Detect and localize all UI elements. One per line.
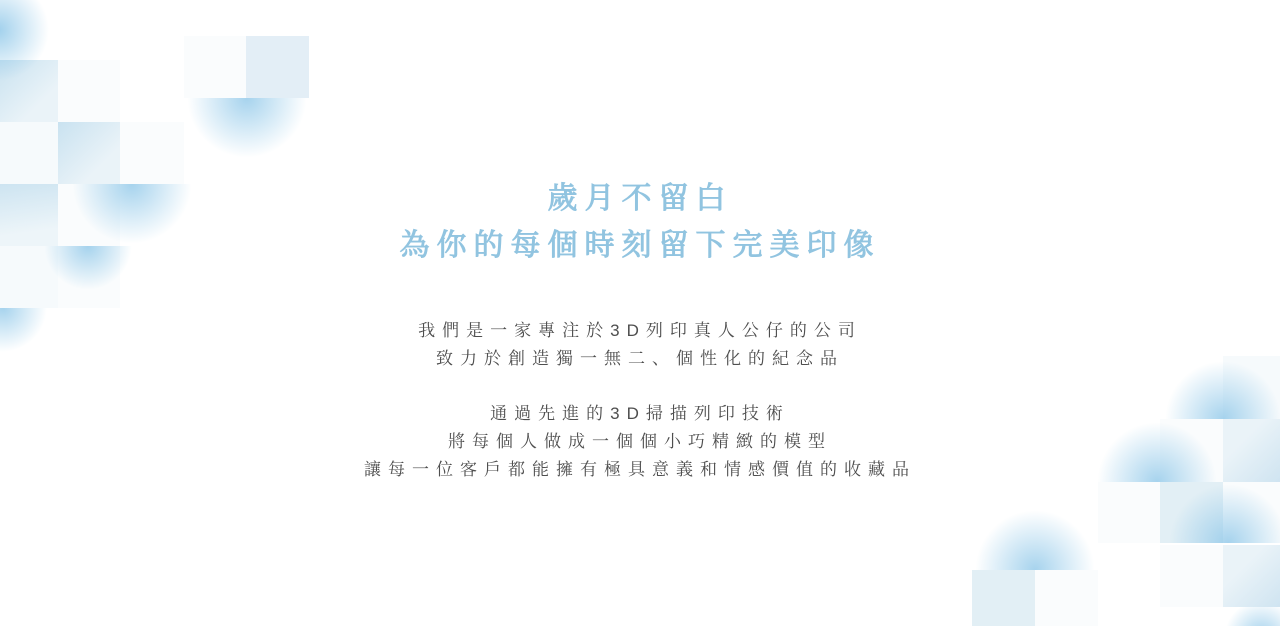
intro-paragraph (0, 317, 1280, 373)
detail-line-3: 讓每一位客戶都能擁有極具意義和情感價值的收藏品 (364, 460, 916, 479)
decor-square (1223, 545, 1280, 607)
decor-square (1098, 482, 1160, 543)
decor-square (1035, 570, 1098, 626)
detail-line-2: 將每個人做成一個個小巧精緻的模型 (448, 432, 832, 451)
decor-glow (1218, 607, 1280, 626)
decor-square (972, 570, 1035, 626)
page-title (0, 175, 1280, 269)
detail-paragraph (0, 400, 1280, 484)
detail-line-1: 通過先進的3D掃描列印技術 (490, 404, 790, 423)
intro-line-2: 致力於創造獨一無二、個性化的紀念品 (436, 349, 844, 368)
decor-square (1160, 545, 1223, 607)
decor-glow (1166, 483, 1280, 543)
title-line-2: 為你的每個時刻留下完美印像 (399, 229, 881, 262)
decor-glow (973, 508, 1097, 570)
intro-line-1: 我們是一家專注於3D列印真人公仔的公司 (418, 321, 862, 340)
title-line-1: 歲月不留白 (547, 182, 733, 215)
